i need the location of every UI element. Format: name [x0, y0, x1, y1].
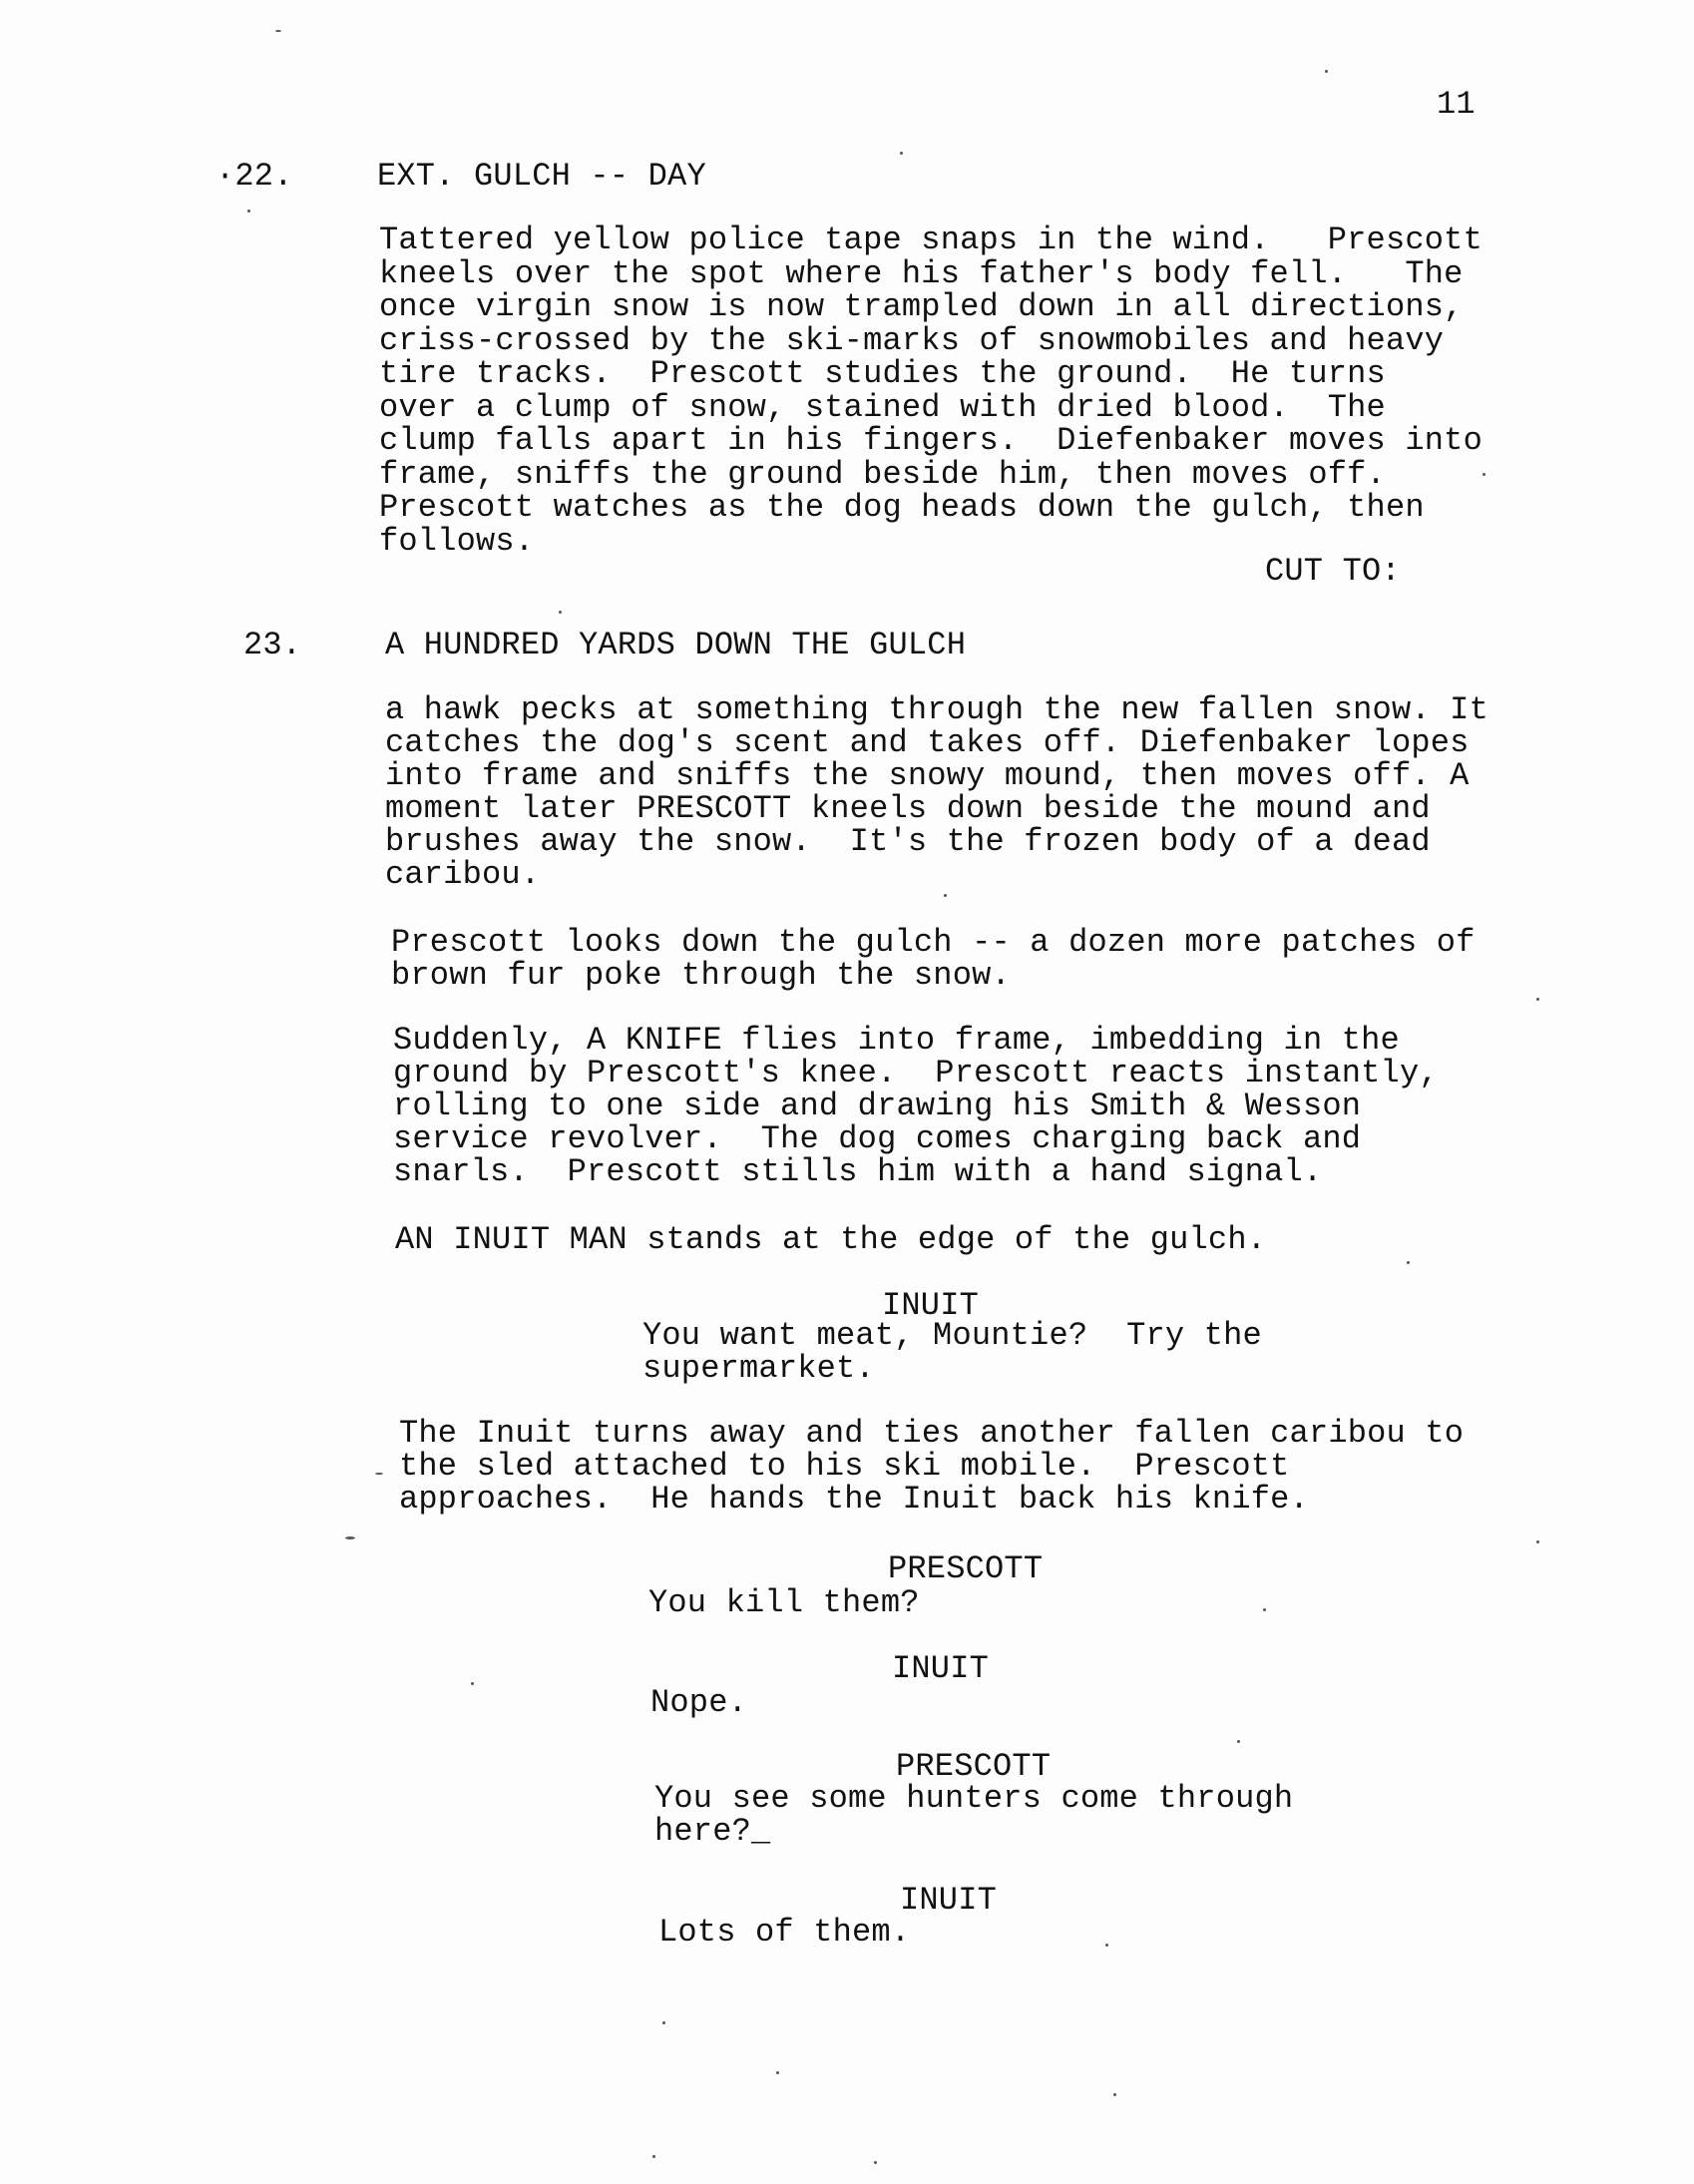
page-number: 11	[1437, 86, 1476, 123]
scan-speck	[1536, 1540, 1539, 1543]
action-line: Prescott looks down the gulch -- a dozen more patches of	[391, 924, 1476, 961]
action-line: frame, sniffs the ground beside him, then moves off.	[379, 455, 1386, 493]
scene-23-action-2	[391, 926, 1476, 992]
action-line: once virgin snow is now trampled down in all directions,	[379, 288, 1464, 325]
character-cue: INUIT	[882, 1287, 980, 1324]
character-cue: INUIT	[892, 1650, 990, 1687]
scan-speck	[1237, 1740, 1240, 1743]
scan-speck	[1113, 2093, 1116, 2096]
character-cue: INUIT	[900, 1882, 998, 1919]
scene-23-action-5	[399, 1417, 1464, 1516]
action-line: rolling to one side and drawing his Smith & Wesson	[393, 1088, 1362, 1124]
scan-speck	[1325, 70, 1328, 73]
action-line: clump falls apart in his fingers. Diefenbaker moves into	[379, 422, 1482, 459]
scan-speck	[375, 1473, 383, 1475]
action-line: brushes away the snow. It's the frozen body of a dead	[385, 823, 1431, 860]
scan-speck	[900, 152, 903, 155]
scene-23-action-3	[393, 1024, 1439, 1188]
scan-speck	[1407, 1261, 1410, 1264]
scan-speck	[1536, 998, 1539, 1001]
action-line: criss-crossed by the ski-marks of snowmobiles and heavy	[379, 321, 1445, 359]
scan-speck	[275, 30, 281, 32]
dialogue-line: You want meat, Mountie? Try the	[642, 1317, 1262, 1354]
scan-speck	[662, 2021, 665, 2024]
action-line: Suddenly, A KNIFE flies into frame, imbedding in the	[393, 1022, 1400, 1059]
action-line: tire tracks. Prescott studies the ground. He turns	[379, 355, 1386, 392]
scan-speck	[944, 894, 947, 897]
scene-23-action-1	[385, 693, 1488, 891]
action-line: service revolver. The dog comes charging back and	[393, 1120, 1362, 1157]
scan-speck	[1105, 1944, 1108, 1947]
scan-speck	[1482, 473, 1485, 476]
scene-23-action-4: AN INUIT MAN stands at the edge of the gulch.	[395, 1221, 1267, 1258]
action-line: a hawk pecks at something through the new fallen snow. It	[385, 691, 1488, 728]
character-cue: PRESCOTT	[888, 1550, 1044, 1587]
dialogue-line: Lots of them.	[658, 1914, 911, 1951]
character-cue: PRESCOTT	[896, 1748, 1052, 1785]
dialogue-line: Nope.	[650, 1684, 748, 1721]
action-line: caribou.	[385, 856, 541, 893]
scan-speck	[652, 2155, 655, 2158]
scene-heading-22: EXT. GULCH -- DAY	[377, 158, 706, 195]
scan-speck	[776, 2071, 779, 2074]
dialogue-line: here?_	[654, 1813, 771, 1850]
action-line: approaches. He hands the Inuit back his knife.	[399, 1481, 1309, 1518]
dialogue-line: You see some hunters come through	[654, 1780, 1294, 1817]
scene-22-action	[379, 223, 1482, 558]
dialogue-line: You kill them?	[648, 1584, 920, 1621]
scan-speck	[874, 2161, 877, 2164]
scan-speck	[559, 611, 562, 614]
scene-number-22: ·22.	[215, 158, 293, 195]
scan-speck	[247, 210, 250, 213]
action-line: over a clump of snow, stained with dried blood. The	[379, 388, 1386, 426]
scan-speck	[471, 1682, 474, 1685]
dialogue-block	[642, 1319, 1262, 1385]
dialogue-line: supermarket.	[642, 1350, 875, 1387]
action-line: into frame and sniffs the snowy mound, then moves off. A	[385, 757, 1470, 794]
action-line: kneels over the spot where his father's body fell. The	[379, 254, 1464, 292]
scene-number-23: 23.	[243, 627, 302, 663]
action-line: snarls. Prescott stills him with a hand signal.	[393, 1153, 1323, 1190]
scan-speck	[345, 1536, 355, 1539]
action-line: The Inuit turns away and ties another fallen caribou to	[399, 1415, 1465, 1452]
dialogue-block	[654, 1782, 1293, 1848]
scene-heading-23: A HUNDRED YARDS DOWN THE GULCH	[385, 627, 967, 663]
action-line: brown fur poke through the snow.	[391, 957, 1011, 994]
action-line: ground by Prescott's knee. Prescott reacts instantly,	[393, 1055, 1439, 1092]
action-line: follows.	[379, 522, 535, 560]
action-line: Prescott watches as the dog heads down the gulch, then	[379, 489, 1425, 526]
action-line: moment later PRESCOTT kneels down beside the mound and	[385, 790, 1431, 827]
action-line: the sled attached to his ski mobile. Prescott	[399, 1448, 1290, 1485]
action-line: Tattered yellow police tape snaps in the wind. Prescott	[379, 221, 1482, 258]
action-line: catches the dog's scent and takes off. Diefenbaker lopes	[385, 724, 1470, 761]
transition-cut-to: CUT TO:	[1265, 553, 1401, 590]
scan-speck	[1263, 1608, 1266, 1611]
